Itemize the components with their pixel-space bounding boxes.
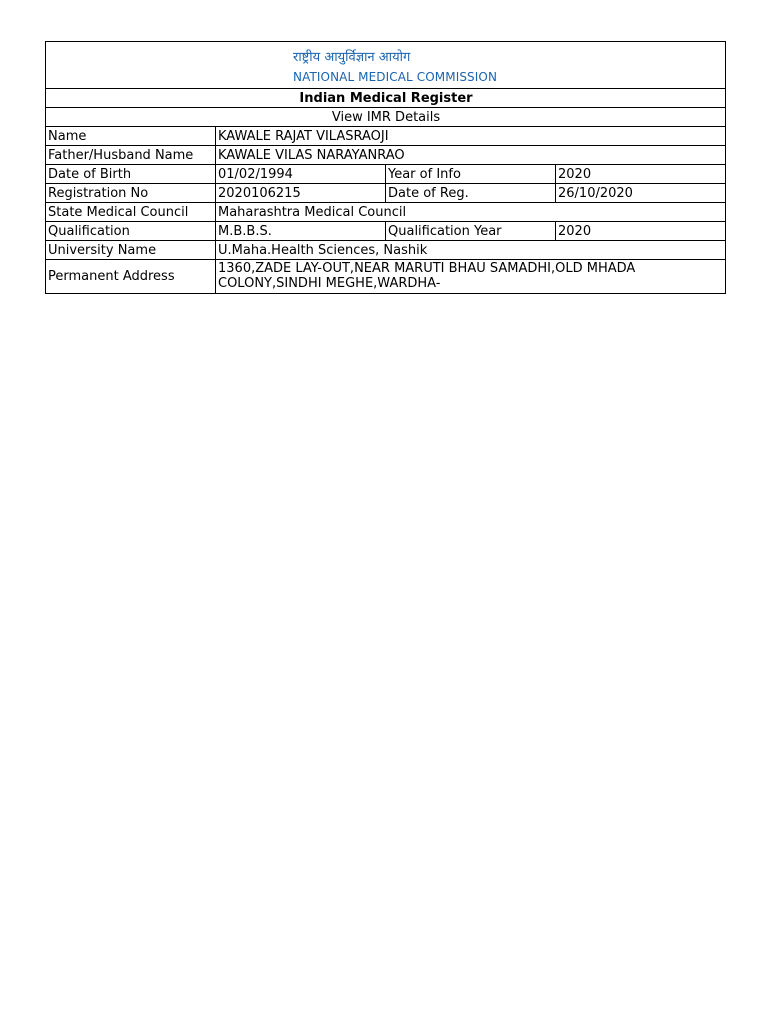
table-row-father bbox=[46, 146, 726, 165]
registration-no-value: 2020106215 bbox=[216, 184, 386, 203]
state-council-value: Maharashtra Medical Council bbox=[216, 203, 726, 222]
dob-label: Date of Birth bbox=[46, 165, 216, 184]
address-value: 1360,ZADE LAY-OUT,NEAR MARUTI BHAU SAMADHI,OLD MHADA COLONY,SINDHI MEGHE,WARDHA- bbox=[216, 260, 726, 294]
registration-no-label: Registration No bbox=[46, 184, 216, 203]
qualification-label: Qualification bbox=[46, 222, 216, 241]
year-info-value: 2020 bbox=[556, 165, 726, 184]
table-row-council bbox=[46, 203, 726, 222]
university-value: U.Maha.Health Sciences, Nashik bbox=[216, 241, 726, 260]
name-label: Name bbox=[46, 127, 216, 146]
university-label: University Name bbox=[46, 241, 216, 260]
table-row-qualification bbox=[46, 222, 726, 241]
commission-header bbox=[46, 42, 726, 89]
address-label: Permanent Address bbox=[46, 260, 216, 294]
qualification-value: M.B.B.S. bbox=[216, 222, 386, 241]
registration-date-value: 26/10/2020 bbox=[556, 184, 726, 203]
table-row-name bbox=[46, 127, 726, 146]
imr-details-table bbox=[45, 41, 726, 294]
register-subtitle: View IMR Details bbox=[46, 108, 726, 127]
father-name-value: KAWALE VILAS NARAYANRAO bbox=[216, 146, 726, 165]
dob-value: 01/02/1994 bbox=[216, 165, 386, 184]
register-title: Indian Medical Register bbox=[46, 89, 726, 108]
registration-date-label: Date of Reg. bbox=[386, 184, 556, 203]
table-row-address bbox=[46, 260, 726, 294]
qualification-year-label: Qualification Year bbox=[386, 222, 556, 241]
father-name-label: Father/Husband Name bbox=[46, 146, 216, 165]
state-council-label: State Medical Council bbox=[46, 203, 216, 222]
org-name-english: NATIONAL MEDICAL COMMISSION bbox=[293, 70, 498, 84]
name-value: KAWALE RAJAT VILASRAOJI bbox=[216, 127, 726, 146]
table-row-registration bbox=[46, 184, 726, 203]
year-info-label: Year of Info bbox=[386, 165, 556, 184]
table-row-dob bbox=[46, 165, 726, 184]
org-name-hindi: राष्ट्रीय आयुर्विज्ञान आयोग bbox=[293, 50, 411, 65]
qualification-year-value: 2020 bbox=[556, 222, 726, 241]
table-row-university bbox=[46, 241, 726, 260]
commission-logo-text bbox=[293, 49, 497, 85]
